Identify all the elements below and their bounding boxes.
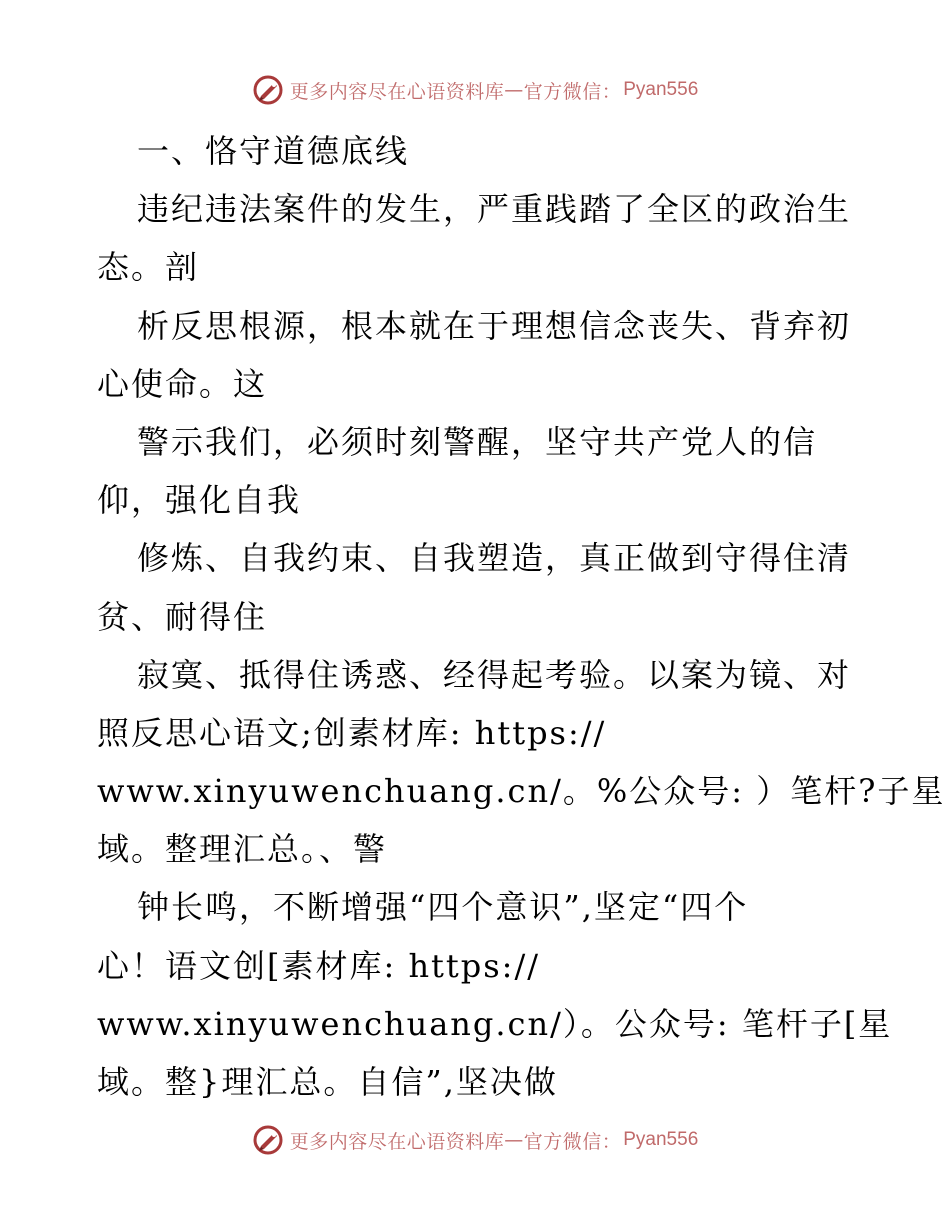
paragraph-line: 警示我们，必须时刻警醒，坚守共产党人的信 bbox=[137, 422, 818, 461]
document-body bbox=[97, 122, 946, 1111]
banner-wechat-label: 官方微信： bbox=[523, 1130, 622, 1153]
banner-site-text: 更多内容尽在心语资料库 bbox=[289, 80, 505, 103]
paragraph-line: 心！语文创[素材库: https:// bbox=[97, 946, 541, 985]
paragraph-line: 照反思心语文;创素材库: https:// bbox=[97, 713, 607, 752]
quill-pen-logo-icon bbox=[252, 74, 284, 106]
paragraph-line: 心使命。这 bbox=[97, 364, 268, 403]
footer-banner bbox=[0, 1120, 950, 1160]
paragraph-line: 寂寞、抵得住诱惑、经得起考验。以案为镜、对 bbox=[137, 655, 852, 694]
banner-separator: — bbox=[504, 79, 524, 101]
paragraph-line: 违纪违法案件的发生，严重践踏了全区的政治生 bbox=[137, 190, 852, 229]
paragraph-line: www.xinyuwenchuang.cn/。%公众号: ）笔杆?子星 bbox=[97, 772, 946, 811]
header-banner bbox=[0, 70, 950, 110]
banner-wechat-label: 官方微信： bbox=[523, 80, 622, 103]
paragraph-line: 域。整}理汇总。自信”,坚决做 bbox=[97, 1063, 558, 1101]
quill-pen-logo-icon bbox=[252, 1124, 284, 1156]
paragraph-line: 仰，强化自我 bbox=[97, 481, 302, 520]
banner-site-text: 更多内容尽在心语资料库 bbox=[289, 1130, 505, 1153]
paragraph-line: 析反思根源，根本就在于理想信念丧失、背弃初 bbox=[137, 306, 852, 345]
paragraph-line: 贫、耐得住 bbox=[97, 597, 268, 636]
paragraph-line: 态。剖 bbox=[97, 248, 200, 287]
paragraph-line: 钟长鸣，不断增强“四个意识”,坚定“四个 bbox=[137, 888, 749, 927]
paragraph-line: 修炼、自我约束、自我塑造，真正做到守得住清 bbox=[137, 539, 852, 578]
paragraph-line: 域。整理汇总。、警 bbox=[97, 830, 388, 869]
section-heading: 一、恪守道德底线 bbox=[137, 132, 410, 170]
banner-wechat-id: Pyan556 bbox=[623, 1129, 699, 1150]
banner-separator: — bbox=[504, 1129, 524, 1151]
banner-wechat-id: Pyan556 bbox=[623, 79, 699, 100]
paragraph-line: www.xinyuwenchuang.cn/）。公众号: 笔杆子[星 bbox=[97, 1004, 893, 1043]
